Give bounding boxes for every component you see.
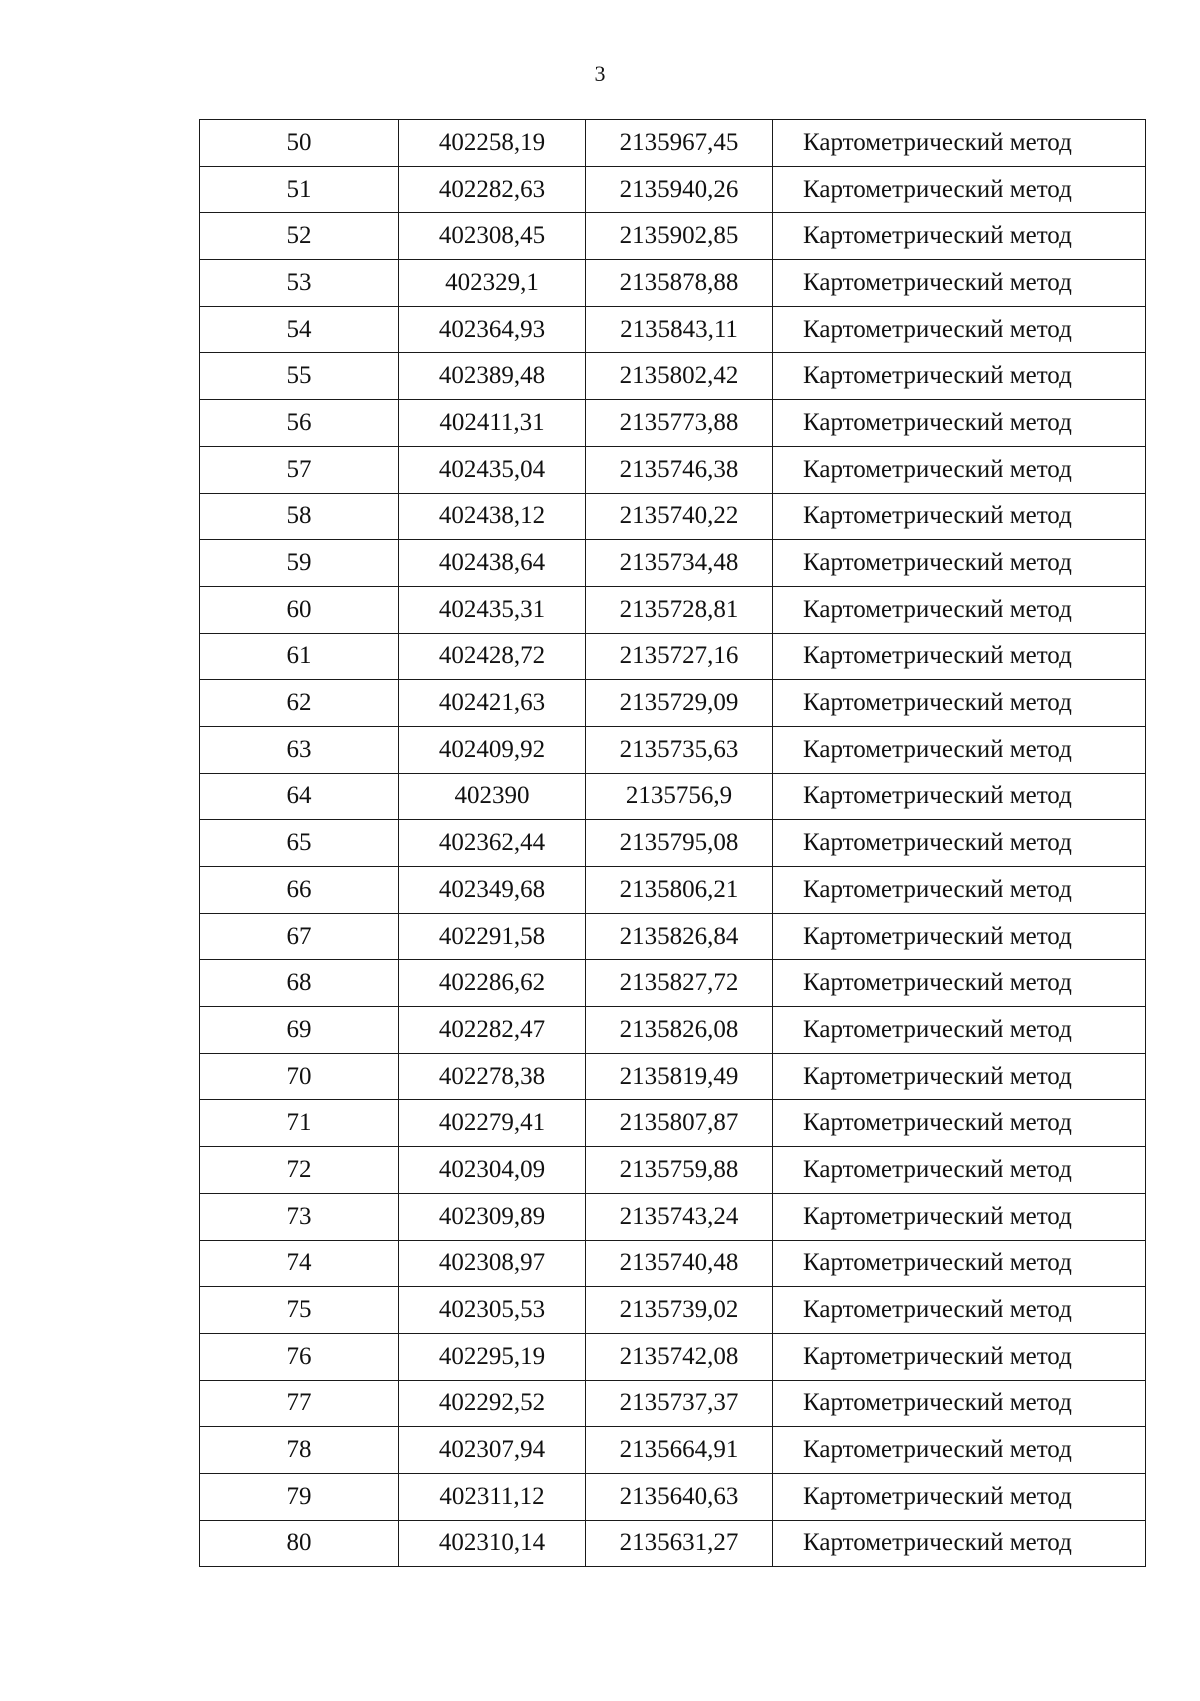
method-cell: Картометрический метод [773,726,1146,773]
point-number-cell: 76 [200,1333,399,1380]
table-row [200,913,1146,960]
x-coordinate-cell: 402305,53 [399,1287,586,1334]
point-number-cell: 72 [200,1147,399,1194]
table-row [200,1193,1146,1240]
y-coordinate-cell: 2135743,24 [586,1193,773,1240]
y-coordinate-cell: 2135826,08 [586,1007,773,1054]
method-cell: Картометрический метод [773,633,1146,680]
x-coordinate-cell: 402304,09 [399,1147,586,1194]
x-coordinate-cell: 402311,12 [399,1473,586,1520]
x-coordinate-cell: 402389,48 [399,353,586,400]
table-row [200,960,1146,1007]
method-cell: Картометрический метод [773,1520,1146,1567]
x-coordinate-cell: 402308,97 [399,1240,586,1287]
point-number-cell: 56 [200,400,399,447]
table-row [200,446,1146,493]
x-coordinate-cell: 402278,38 [399,1053,586,1100]
method-cell: Картометрический метод [773,1473,1146,1520]
y-coordinate-cell: 2135773,88 [586,400,773,447]
point-number-cell: 51 [200,166,399,213]
y-coordinate-cell: 2135827,72 [586,960,773,1007]
coordinates-table [199,119,1146,1567]
table-row [200,1520,1146,1567]
x-coordinate-cell: 402282,63 [399,166,586,213]
method-cell: Картометрический метод [773,1240,1146,1287]
point-number-cell: 78 [200,1427,399,1474]
table-row [200,1147,1146,1194]
y-coordinate-cell: 2135756,9 [586,773,773,820]
table-row [200,1380,1146,1427]
y-coordinate-cell: 2135664,91 [586,1427,773,1474]
table-row [200,1287,1146,1334]
y-coordinate-cell: 2135631,27 [586,1520,773,1567]
method-cell: Картометрический метод [773,867,1146,914]
point-number-cell: 57 [200,446,399,493]
table-row [200,1473,1146,1520]
y-coordinate-cell: 2135740,48 [586,1240,773,1287]
point-number-cell: 74 [200,1240,399,1287]
x-coordinate-cell: 402282,47 [399,1007,586,1054]
point-number-cell: 68 [200,960,399,1007]
method-cell: Картометрический метод [773,260,1146,307]
method-cell: Картометрический метод [773,586,1146,633]
x-coordinate-cell: 402435,04 [399,446,586,493]
y-coordinate-cell: 2135807,87 [586,1100,773,1147]
y-coordinate-cell: 2135734,48 [586,540,773,587]
point-number-cell: 50 [200,120,399,167]
method-cell: Картометрический метод [773,120,1146,167]
y-coordinate-cell: 2135795,08 [586,820,773,867]
point-number-cell: 62 [200,680,399,727]
x-coordinate-cell: 402438,64 [399,540,586,587]
method-cell: Картометрический метод [773,1287,1146,1334]
table-row [200,400,1146,447]
y-coordinate-cell: 2135746,38 [586,446,773,493]
x-coordinate-cell: 402409,92 [399,726,586,773]
x-coordinate-cell: 402329,1 [399,260,586,307]
table-row [200,726,1146,773]
method-cell: Картометрический метод [773,166,1146,213]
table-row [200,586,1146,633]
x-coordinate-cell: 402428,72 [399,633,586,680]
method-cell: Картометрический метод [773,1380,1146,1427]
method-cell: Картометрический метод [773,1100,1146,1147]
method-cell: Картометрический метод [773,913,1146,960]
table-row [200,633,1146,680]
y-coordinate-cell: 2135740,22 [586,493,773,540]
point-number-cell: 53 [200,260,399,307]
x-coordinate-cell: 402292,52 [399,1380,586,1427]
table-row [200,306,1146,353]
point-number-cell: 66 [200,867,399,914]
method-cell: Картометрический метод [773,1427,1146,1474]
y-coordinate-cell: 2135727,16 [586,633,773,680]
x-coordinate-cell: 402362,44 [399,820,586,867]
page-number: 3 [594,61,606,86]
y-coordinate-cell: 2135902,85 [586,213,773,260]
point-number-cell: 67 [200,913,399,960]
method-cell: Картометрический метод [773,1053,1146,1100]
x-coordinate-cell: 402438,12 [399,493,586,540]
table-row [200,120,1146,167]
point-number-cell: 70 [200,1053,399,1100]
table-row [200,260,1146,307]
x-coordinate-cell: 402291,58 [399,913,586,960]
method-cell: Картометрический метод [773,446,1146,493]
coordinates-table-body [200,120,1146,1567]
x-coordinate-cell: 402295,19 [399,1333,586,1380]
point-number-cell: 69 [200,1007,399,1054]
method-cell: Картометрический метод [773,353,1146,400]
method-cell: Картометрический метод [773,1193,1146,1240]
table-row [200,1333,1146,1380]
y-coordinate-cell: 2135967,45 [586,120,773,167]
point-number-cell: 80 [200,1520,399,1567]
point-number-cell: 63 [200,726,399,773]
point-number-cell: 65 [200,820,399,867]
y-coordinate-cell: 2135819,49 [586,1053,773,1100]
method-cell: Картометрический метод [773,1333,1146,1380]
table-row [200,1240,1146,1287]
table-row [200,353,1146,400]
table-row [200,680,1146,727]
y-coordinate-cell: 2135729,09 [586,680,773,727]
x-coordinate-cell: 402308,45 [399,213,586,260]
x-coordinate-cell: 402310,14 [399,1520,586,1567]
table-row [200,867,1146,914]
x-coordinate-cell: 402286,62 [399,960,586,1007]
x-coordinate-cell: 402411,31 [399,400,586,447]
y-coordinate-cell: 2135739,02 [586,1287,773,1334]
method-cell: Картометрический метод [773,493,1146,540]
method-cell: Картометрический метод [773,213,1146,260]
point-number-cell: 58 [200,493,399,540]
y-coordinate-cell: 2135940,26 [586,166,773,213]
method-cell: Картометрический метод [773,1007,1146,1054]
x-coordinate-cell: 402349,68 [399,867,586,914]
point-number-cell: 64 [200,773,399,820]
x-coordinate-cell: 402279,41 [399,1100,586,1147]
point-number-cell: 55 [200,353,399,400]
table-row [200,1100,1146,1147]
y-coordinate-cell: 2135878,88 [586,260,773,307]
table-row [200,1053,1146,1100]
table-row [200,540,1146,587]
point-number-cell: 52 [200,213,399,260]
point-number-cell: 59 [200,540,399,587]
table-row [200,1427,1146,1474]
method-cell: Картометрический метод [773,306,1146,353]
x-coordinate-cell: 402258,19 [399,120,586,167]
method-cell: Картометрический метод [773,773,1146,820]
point-number-cell: 61 [200,633,399,680]
x-coordinate-cell: 402364,93 [399,306,586,353]
y-coordinate-cell: 2135802,42 [586,353,773,400]
x-coordinate-cell: 402309,89 [399,1193,586,1240]
y-coordinate-cell: 2135735,63 [586,726,773,773]
method-cell: Картометрический метод [773,1147,1146,1194]
table-row [200,820,1146,867]
point-number-cell: 60 [200,586,399,633]
table-row [200,1007,1146,1054]
y-coordinate-cell: 2135737,37 [586,1380,773,1427]
method-cell: Картометрический метод [773,540,1146,587]
method-cell: Картометрический метод [773,820,1146,867]
point-number-cell: 77 [200,1380,399,1427]
y-coordinate-cell: 2135640,63 [586,1473,773,1520]
y-coordinate-cell: 2135806,21 [586,867,773,914]
table-row [200,773,1146,820]
method-cell: Картометрический метод [773,680,1146,727]
table-row [200,213,1146,260]
table-row [200,166,1146,213]
table-row [200,493,1146,540]
method-cell: Картометрический метод [773,960,1146,1007]
x-coordinate-cell: 402307,94 [399,1427,586,1474]
method-cell: Картометрический метод [773,400,1146,447]
y-coordinate-cell: 2135759,88 [586,1147,773,1194]
y-coordinate-cell: 2135728,81 [586,586,773,633]
y-coordinate-cell: 2135826,84 [586,913,773,960]
y-coordinate-cell: 2135843,11 [586,306,773,353]
point-number-cell: 54 [200,306,399,353]
x-coordinate-cell: 402390 [399,773,586,820]
x-coordinate-cell: 402435,31 [399,586,586,633]
point-number-cell: 71 [200,1100,399,1147]
y-coordinate-cell: 2135742,08 [586,1333,773,1380]
point-number-cell: 79 [200,1473,399,1520]
point-number-cell: 75 [200,1287,399,1334]
point-number-cell: 73 [200,1193,399,1240]
x-coordinate-cell: 402421,63 [399,680,586,727]
